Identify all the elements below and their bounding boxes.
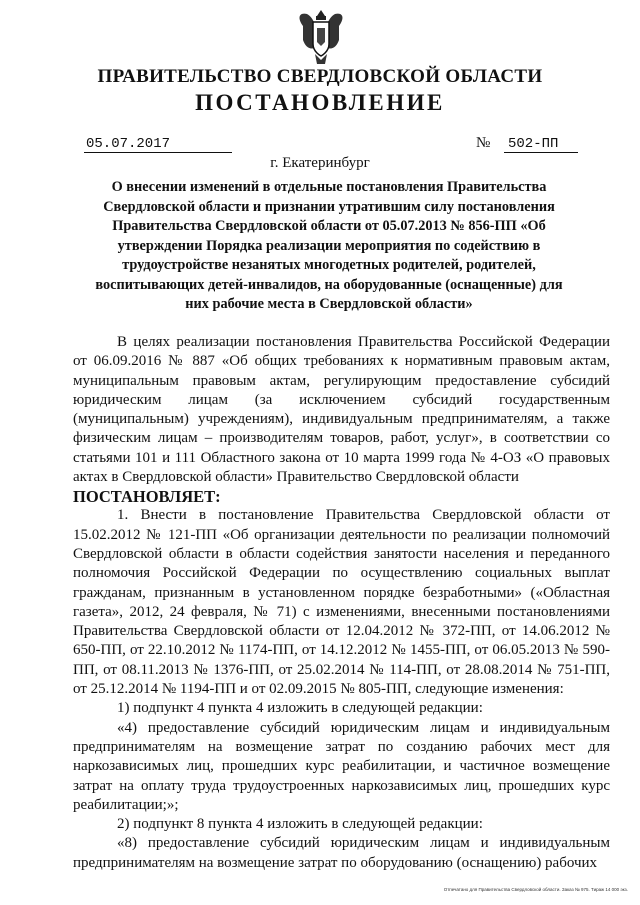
- city: г. Екатеринбург: [270, 155, 370, 171]
- item-1: 1. Внести в постановление Правительства Свердловской области от 15.02.2012 № 121-ПП «Об организации деятельности по реализации полномочий Свердловской области в области содействия занятости населения и переданного полномочия Российской Федерации по осуществлению социальных выплат гражданам, признанным в установленном порядке безработными» («Областная газета», 2012, 24 февраля, № 71) с изменениями, внесенными постановлениями Правительства Свердловской области от 12.04.2012 № 372-ПП, от 14.06.2012 № 650-ПП, от 22.10.2012 № 1174-ПП, от 14.12.2012 № 1455-ПП, от 06.05.2013 № 590-ПП, от 08.11.2013 № 1376-ПП, от 25.02.2014 № 114-ПП, от 28.08.2014 № 751-ПП, от 25.12.2014 № 1194-ПП и от 02.09.2015 № 805-ПП, следующие изменения:: [73, 507, 610, 698]
- document-title: О внесении изменений в отдельные постановления Правительства Свердловской области и признании утратившим силу постановления Правительства Свердловской области от 05.07.2013 № 856-ПП «Об утверждении Порядка реализации мероприятия по содействию в трудоустройстве незанятых многодетных родителей, родителей, воспитывающих детей-инвалидов, на оборудованные (оснащенные) для них рабочие места в Свердловской области»: [95, 179, 563, 312]
- preamble: В целях реализации постановления Правительства Российской Федерации от 06.09.2016 № 887 «Об общих требованиях к нормативным правовым актам, муниципальным правовым актам, регулирующим предоставление субсидий юридическим лицам (за исключением субсидий государственным (муниципальным) учреждениям), индивидуальным предпринимателям, а также физическим лицам – производителям товаров, работ, услуг», в соответствии со статьями 101 и 111 Областного закона от 10 марта 1999 года № 4-ОЗ «О правовых актах в Свердловской области» Правительство Свердловской области: [73, 334, 610, 486]
- document-date: 05.07.2017: [84, 136, 232, 153]
- subitem-2: 2) подпункт 8 пункта 4 изложить в следующей редакции:: [117, 816, 483, 833]
- document-body: [73, 333, 610, 873]
- coat-of-arms-icon: [295, 8, 347, 68]
- subitem-1: 1) подпункт 4 пункта 4 изложить в следующей редакции:: [117, 700, 483, 717]
- document-number: 502-ПП: [504, 136, 578, 153]
- number-sign: №: [476, 135, 491, 151]
- organization-name: ПРАВИТЕЛЬСТВО СВЕРДЛОВСКОЙ ОБЛАСТИ: [97, 66, 543, 87]
- print-note: Отпечатано для Правительства Свердловской области. Заказ № 975. Тираж 14 000 экз.: [443, 887, 628, 892]
- resolves-heading: ПОСТАНОВЛЯЕТ:: [73, 487, 221, 507]
- quote-2: «8) предоставление субсидий юридическим лицам и индивидуальным предпринимателям на возмещение затрат по оборудованию (оснащению) рабочих: [73, 835, 610, 871]
- quote-1: «4) предоставление субсидий юридическим лицам и индивидуальным предпринимателям на возмещение затрат по созданию рабочих мест для наркозависимых лиц, прошедших курс реабилитации, и частичное возмещение затрат на оплату труда трудоустроенных наркозависимых лиц, прошедших курс реабилитации;»;: [73, 719, 610, 813]
- document-type: ПОСТАНОВЛЕНИЕ: [195, 90, 445, 115]
